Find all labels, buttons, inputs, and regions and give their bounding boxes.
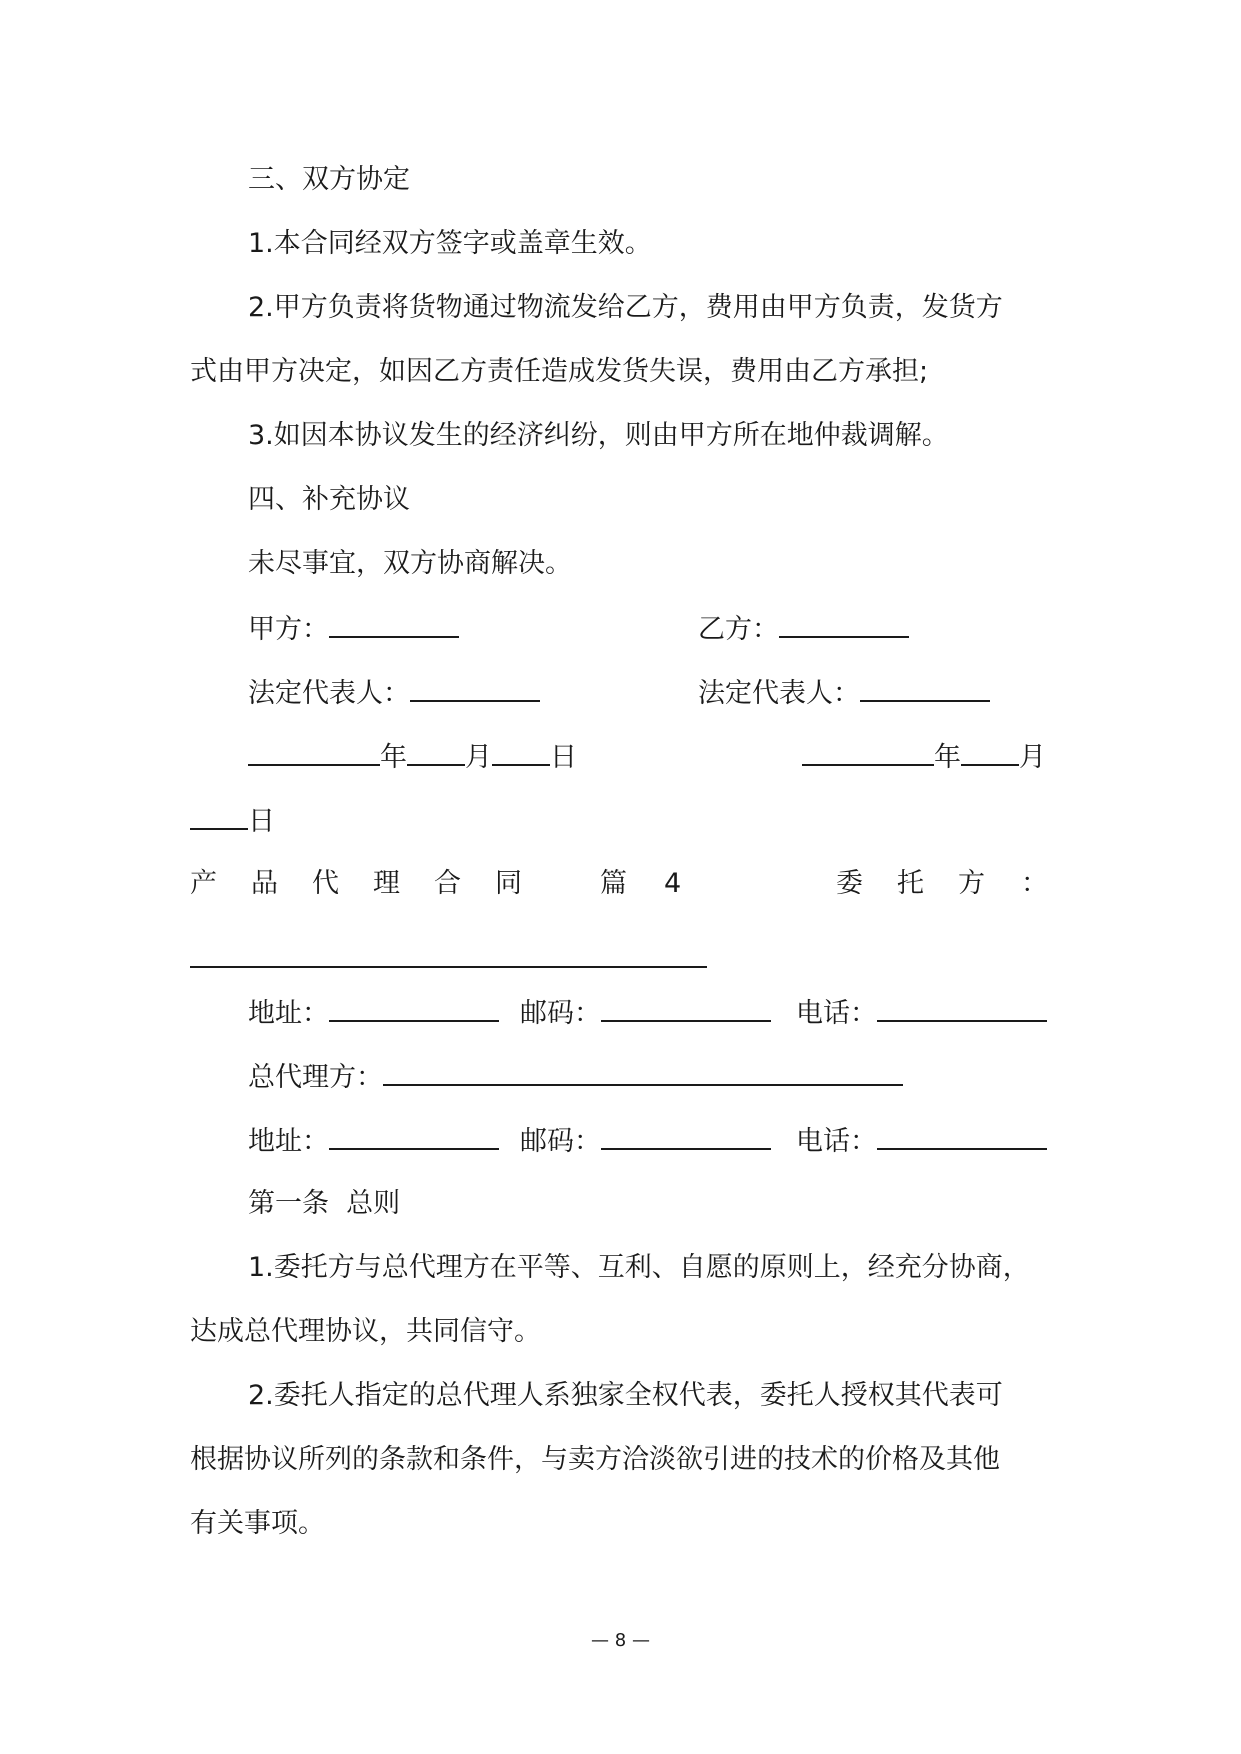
- date-b-day-label: 日: [248, 806, 275, 837]
- article-1-item-2-line-2: 根据协议所列的条款和条件，与卖方洽淡欲引进的技术的价格及其他: [190, 1444, 1000, 1475]
- rep-b-signature: [698, 672, 990, 714]
- agent-phone: [796, 1120, 1047, 1162]
- principal-char: ：: [1021, 868, 1048, 899]
- party-b-signature: [698, 608, 909, 650]
- rep-b-label: 法定代表人：: [698, 678, 860, 709]
- page-number: — 8 —: [591, 1630, 650, 1651]
- principal-char: 委: [836, 868, 863, 899]
- article-1-item-2-line-3: 有关事项。: [190, 1508, 325, 1539]
- title-char: 代: [312, 868, 339, 899]
- agent-postcode-label: 邮码：: [520, 1126, 601, 1157]
- date-b-month-label: 月: [1019, 742, 1046, 773]
- principal-char: 托: [897, 868, 924, 899]
- date-a-month-label: 月: [465, 742, 492, 773]
- party-b-label: 乙方：: [698, 614, 779, 645]
- principal-contact: [248, 992, 499, 1034]
- date-b-year-blank[interactable]: [802, 736, 934, 766]
- article-1-item-1-line-2: 达成总代理协议，共同信守。: [190, 1316, 541, 1347]
- date-a-month-blank[interactable]: [407, 736, 465, 766]
- rep-b-blank[interactable]: [860, 672, 990, 702]
- rep-a-blank[interactable]: [410, 672, 540, 702]
- agent-label: 总代理方：: [248, 1062, 383, 1093]
- date-b-day: [190, 800, 275, 842]
- agent-address-label: 地址：: [248, 1126, 329, 1157]
- date-a-day-label: 日: [550, 742, 577, 773]
- principal-phone: [796, 992, 1047, 1034]
- principal-postcode: [520, 992, 771, 1034]
- principal-char: 方: [958, 868, 985, 899]
- date-a-year-blank[interactable]: [248, 736, 380, 766]
- principal-postcode-label: 邮码：: [520, 998, 601, 1029]
- article-1-item-2-line-1: 2.委托人指定的总代理人系独家全权代表，委托人授权其代表可: [248, 1380, 1003, 1411]
- section-3-item-1: 1.本合同经双方签字或盖章生效。: [248, 228, 652, 259]
- title-char: 合: [434, 868, 461, 899]
- agent-contact: [248, 1120, 499, 1162]
- date-b-day-blank[interactable]: [190, 800, 248, 830]
- title-char: 同: [495, 868, 522, 899]
- party-b-blank[interactable]: [779, 608, 909, 638]
- principal-address-blank[interactable]: [329, 992, 499, 1022]
- date-b: [802, 736, 1046, 778]
- agent-phone-label: 电话：: [796, 1126, 877, 1157]
- title-char: 4: [664, 868, 682, 899]
- agent-blank[interactable]: [383, 1056, 903, 1086]
- rep-a-signature: [248, 672, 540, 714]
- agent-postcode-blank[interactable]: [601, 1120, 771, 1150]
- section-4-heading: 四、补充协议: [248, 484, 410, 515]
- section-3-item-2-line-1: 2.甲方负责将货物通过物流发给乙方，费用由甲方负责，发货方: [248, 292, 1003, 323]
- date-b-year-label: 年: [934, 742, 961, 773]
- principal-address-label: 地址：: [248, 998, 329, 1029]
- party-a-signature: [248, 608, 459, 650]
- principal-blank[interactable]: [190, 966, 707, 968]
- date-a-day-blank[interactable]: [492, 736, 550, 766]
- principal-phone-blank[interactable]: [877, 992, 1047, 1022]
- title-char: 产: [190, 868, 217, 899]
- section-3-item-3: 3.如因本协议发生的经济纠纷，则由甲方所在地仲裁调解。: [248, 420, 949, 451]
- party-a-blank[interactable]: [329, 608, 459, 638]
- section-3-item-2-line-2: 式由甲方决定，如因乙方责任造成发货失误，费用由乙方承担;: [190, 356, 929, 387]
- article-1-item-1-line-1: 1.委托方与总代理方在平等、互利、自愿的原则上，经充分协商，: [248, 1252, 1030, 1283]
- agent-phone-blank[interactable]: [877, 1120, 1047, 1150]
- agent-address-blank[interactable]: [329, 1120, 499, 1150]
- title-char: 理: [373, 868, 400, 899]
- agent-line: [248, 1056, 903, 1098]
- principal-phone-label: 电话：: [796, 998, 877, 1029]
- date-b-month-blank[interactable]: [961, 736, 1019, 766]
- article-1-heading: 第一条 总则: [248, 1188, 401, 1219]
- title-char: 品: [251, 868, 278, 899]
- title-char: 篇: [600, 868, 627, 899]
- agent-postcode: [520, 1120, 771, 1162]
- party-a-label: 甲方：: [248, 614, 329, 645]
- rep-a-label: 法定代表人：: [248, 678, 410, 709]
- date-a: [248, 736, 577, 778]
- principal-postcode-blank[interactable]: [601, 992, 771, 1022]
- section-3-heading: 三、双方协定: [248, 164, 410, 195]
- date-a-year-label: 年: [380, 742, 407, 773]
- section-4-text: 未尽事宜，双方协商解决。: [248, 548, 572, 579]
